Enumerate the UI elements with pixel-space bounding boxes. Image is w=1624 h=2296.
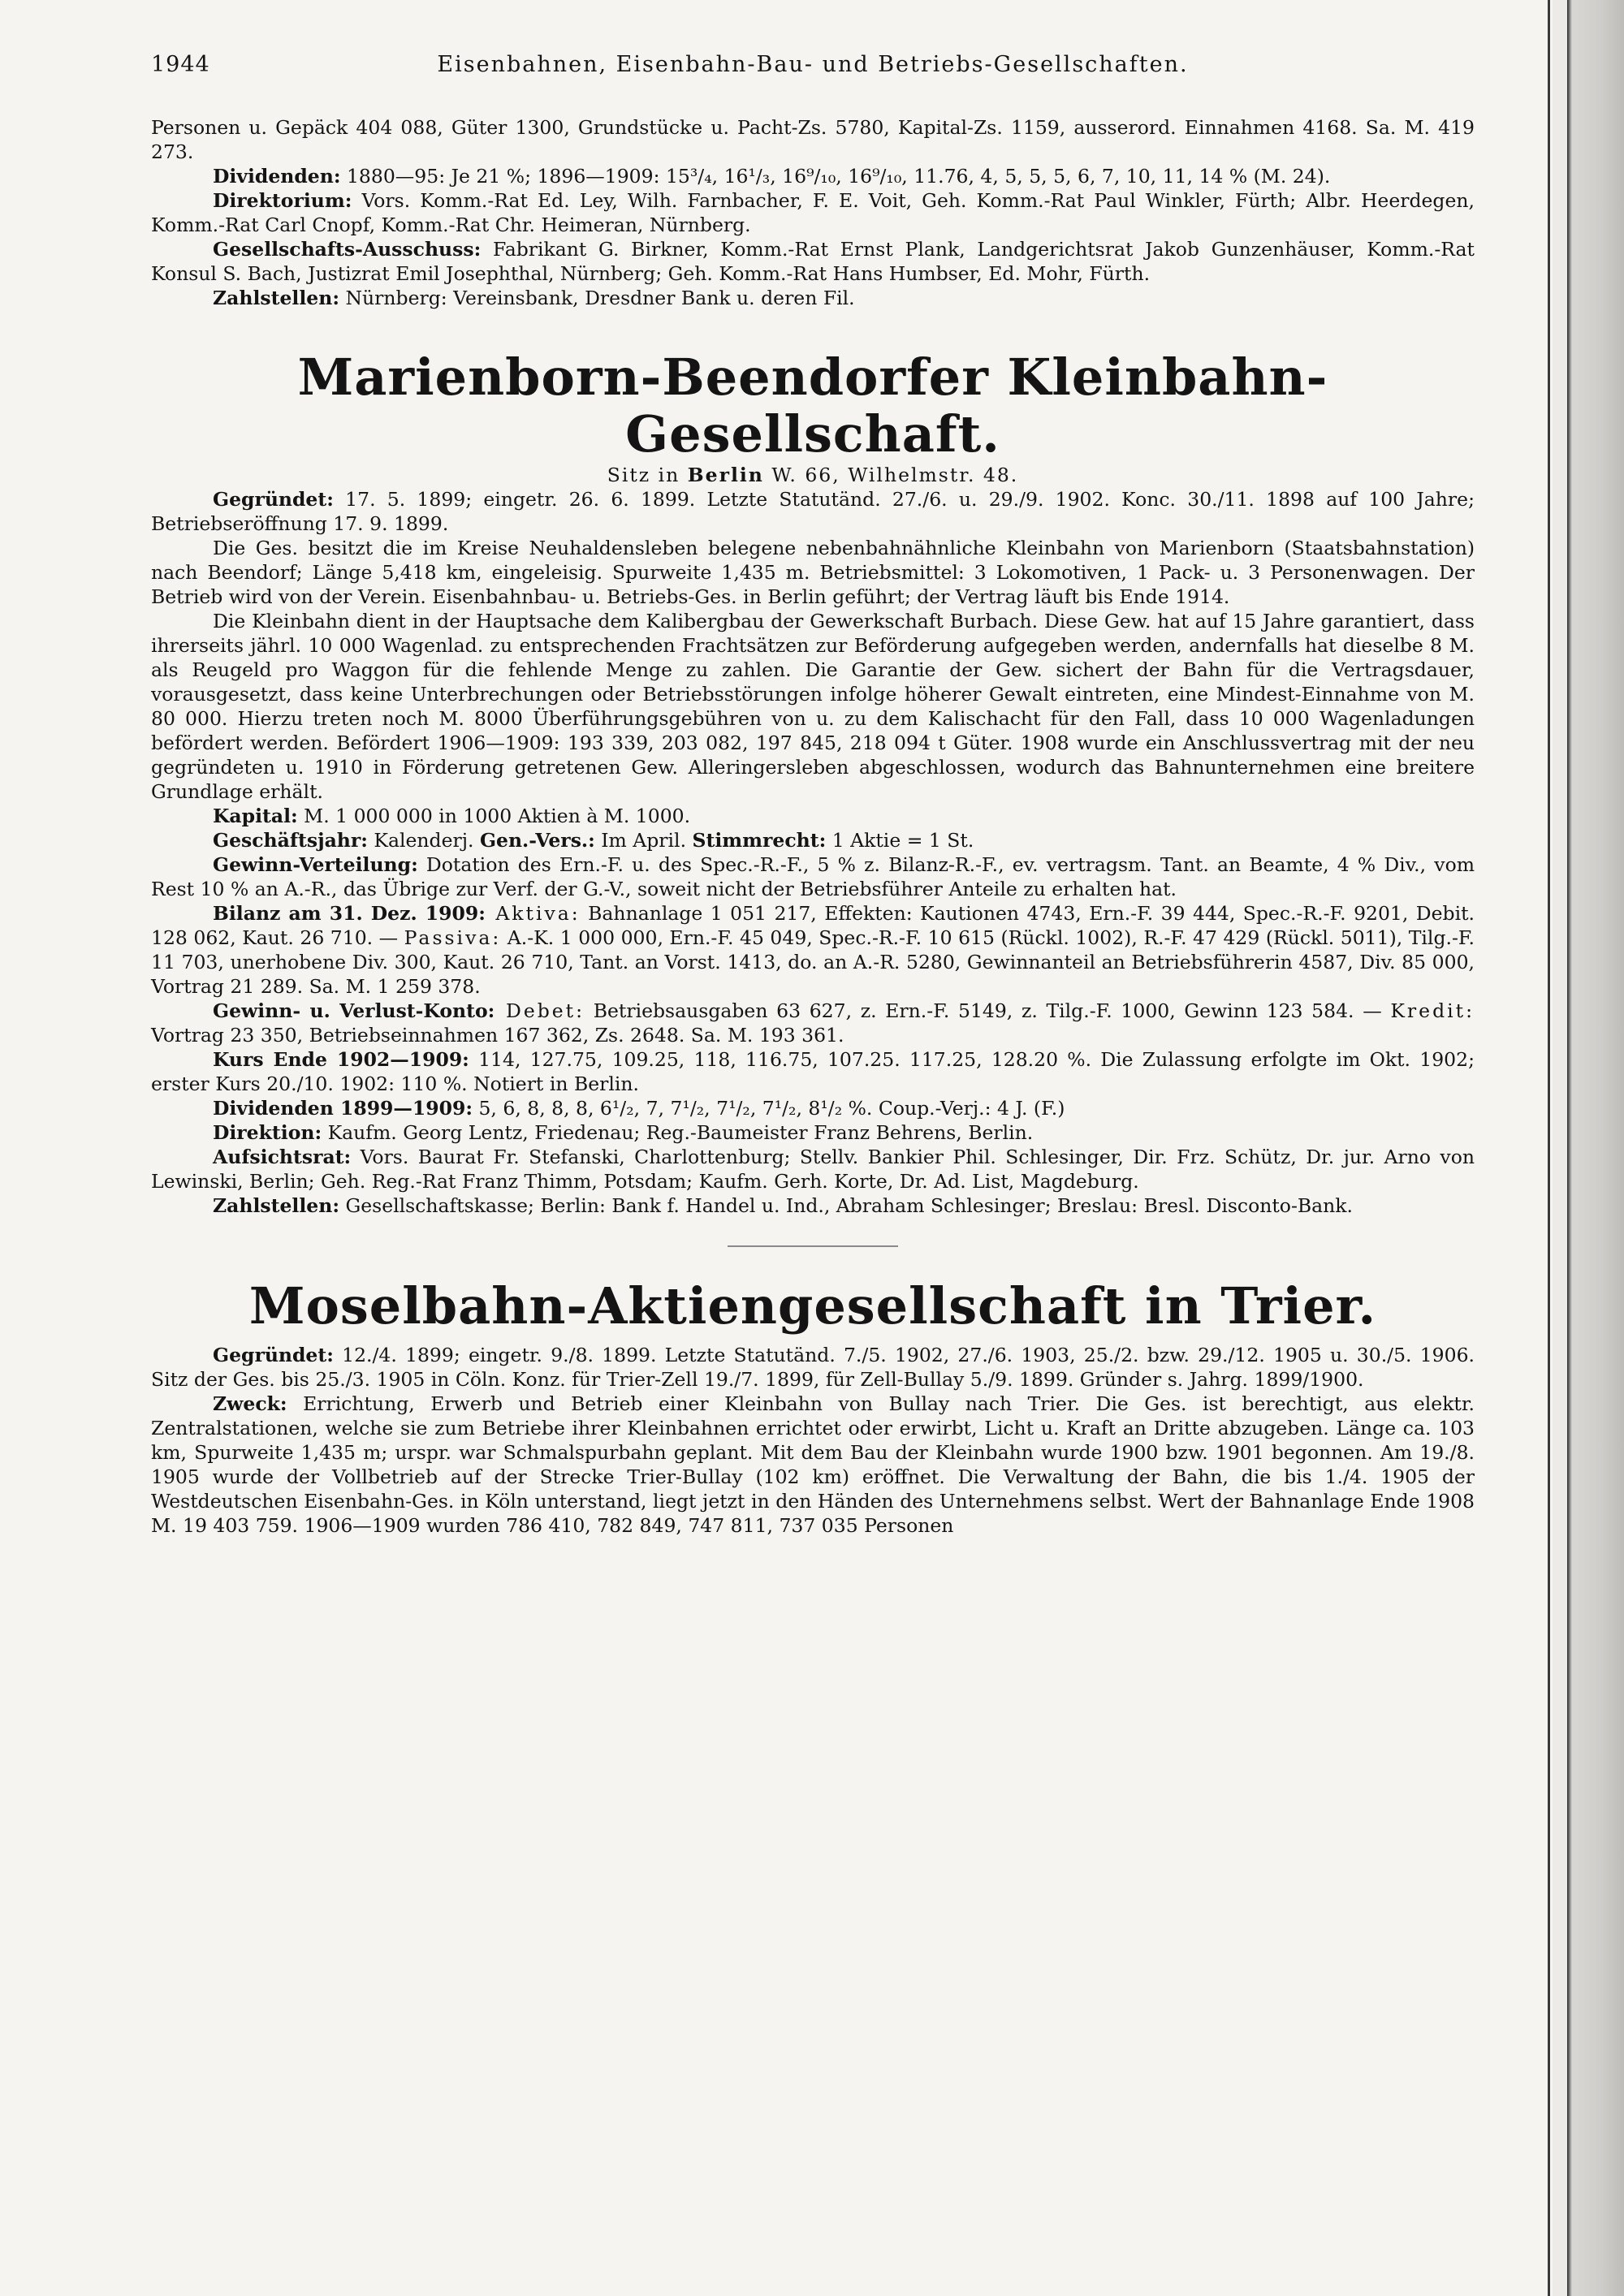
founded-line: Gegründet: 12./4. 1899; eingetr. 9./8. 1899. Letzte Statutänd. 7./5. 1902, 27./6. 1903, 25./2. bzw. 29./12. 1905 u. 30./5. 1906. Sitz der Ges. bis 25./3. 1905 in Cöln. Konz. für Trier-Zell 19./7. 1899, für Zell-Bullay 5./9. 1899. Gründer s. Jahrg. 1899/1900. (151, 1344, 1475, 1391)
section-divider (728, 1245, 898, 1247)
company-entry-marienborn (151, 349, 1475, 1218)
preceding-entry-continuation (151, 115, 1475, 310)
paying-agents-line: Zahlstellen: Nürnberg: Vereinsbank, Dresdner Bank u. deren Fil. (213, 287, 855, 309)
committee-line: Gesellschafts-Ausschuss: Fabrikant G. Birkner, Komm.-Rat Ernst Plank, Landgerichtsrat Jakob Gunzenhäuser, Komm.-Rat Konsul S. Bach, Justizrat Emil Josephthal, Nürnberg; Geh. Komm.-Rat Hans Humbser, Ed. Mohr, Fürth. (151, 238, 1475, 285)
book-binding-edge (1567, 0, 1624, 2296)
description-paragraph: Die Kleinbahn dient in der Hauptsache dem Kalibergbau der Gewerkschaft Burbach. Diese Gew. hat auf 15 Jahre garantiert, dass ihrerseits jährl. 10 000 Wagenlad. zu entsprechenden Frachtsätzen zur Beförderung aufgegeben werden, andernfalls hat dieselbe 8 M. als Reugeld pro Waggon für die fehlende Menge zu zahlen. Die Garantie der Gew. sichert der Bahn für die Vertragsdauer, vorausgesetzt, dass keine Unterbrechungen oder Betriebsstörungen infolge höherer Gewalt eintreten, eine Mindest-Einnahme von M. 80 000. Hierzu treten noch M. 8000 Überführungsgebühren von u. zu dem Kalischacht für den Fall, dass 10 000 Wagenladungen befördert werden. Befördert 1906—1909: 193 339, 203 082, 197 845, 218 094 t Güter. 1908 wurde ein Anschlussvertrag mit der neu gegründeten u. 1910 in Förderung getretenen Gew. Alleringersleben abgeschlossen, wodurch das Bahnunternehmen eine breitere Grundlage erhält. (151, 610, 1475, 803)
revenue-line: Personen u. Gepäck 404 088, Güter 1300, Grundstücke u. Pacht-Zs. 5780, Kapital-Zs. 1159, ausserord. Einnahmen 4168. Sa. M. 419 273. (151, 116, 1475, 163)
purpose-line: Zweck: Errichtung, Erwerb und Betrieb einer Kleinbahn von Bullay nach Trier. Die Ges. ist berechtigt, aus elektr. Zentralstationen, welche sie zum Betriebe ihrer Kleinbahnen errichtet oder erwirbt, Licht u. Kraft an Dritte abzugeben. Länge ca. 103 km, Spurweite 1,435 m; urspr. war Schmalspurbahn geplant. Mit dem Bau der Kleinbahn wurde 1900 bzw. 1901 begonnen. Am 19./8. 1905 wurde der Vollbetrieb auf der Strecke Trier-Bullay (102 km) eröffnet. Die Verwaltung der Bahn, die bis 1./4. 1905 der Westdeutschen Eisenbahn-Ges. in Köln unterstand, liegt jetzt in den Händen des Unternehmens selbst. Wert der Bahnanlage Ende 1908 M. 19 403 759. 1906—1909 wurden 786 410, 782 849, 747 811, 737 035 Personen (151, 1392, 1475, 1537)
dividends-line: Dividenden: 1880—95: Je 21 %; 1896—1909: 15³/₄, 16¹/₃, 16⁹/₁₀, 16⁹/₁₀, 11.76, 4, 5, 5, 5, 6, 7, 10, 11, 14 % (M. 24). (213, 165, 1331, 188)
directorate-line: Direktorium: Vors. Komm.-Rat Ed. Ley, Wilh. Farnbacher, F. E. Voit, Geh. Komm.-Rat Paul Winkler, Fürth; Albr. Heerdegen, Komm.-Rat Carl Cnopf, Komm.-Rat Chr. Heimeran, Nürnberg. (151, 189, 1475, 236)
fiscal-year-line: Geschäftsjahr: Kalenderj. Gen.-Vers.: Im April. Stimmrecht: 1 Aktie = 1 St. (213, 829, 974, 852)
paying-agents-line: Zahlstellen: Gesellschaftskasse; Berlin: Bank f. Handel u. Ind., Abraham Schlesinger; Breslau: Bresl. Disconto-Bank. (213, 1194, 1354, 1217)
supervisory-board-line: Aufsichtsrat: Vors. Baurat Fr. Stefanski, Charlottenburg; Stellv. Bankier Phil. Schlesinger, Dir. Frz. Schütz, Dr. jur. Arno von Lewinski, Berlin; Geh. Reg.-Rat Franz Thimm, Potsdam; Kaufm. Gerh. Korte, Dr. Ad. List, Magdeburg. (151, 1146, 1475, 1193)
company-entry-moselbahn (151, 1278, 1475, 1538)
company-seat: Sitz in Berlin W. 66, Wilhelmstr. 48. (607, 464, 1019, 486)
dividends-line: Dividenden 1899—1909: 5, 6, 8, 8, 8, 6¹/₂, 7, 7¹/₂, 7¹/₂, 7¹/₂, 8¹/₂ %. Coup.-Verj.: 4 J. (F.) (213, 1097, 1065, 1120)
running-title: Eisenbahnen, Eisenbahn-Bau- und Betriebs-Gesellschaften. (437, 52, 1189, 77)
profit-distribution-line: Gewinn-Verteilung: Dotation des Ern.-F. u. des Spec.-R.-F., 5 % z. Bilanz-R.-F., ev. vertragsm. Tant. an Beamte, 4 % Div., vom Rest 10 % an A.-R., das Übrige zur Verf. der G.-V., soweit nicht der Betriebsführer Anteile zu erhalten hat. (151, 853, 1475, 900)
management-line: Direktion: Kaufm. Georg Lentz, Friedenau; Reg.-Baumeister Franz Behrens, Berlin. (213, 1121, 1034, 1144)
founded-line: Gegründet: 17. 5. 1899; eingetr. 26. 6. 1899. Letzte Statutänd. 27./6. u. 29./9. 1902. Konc. 30./11. 1898 auf 100 Jahre; Betriebseröffnung 17. 9. 1899. (151, 488, 1475, 535)
document-page (151, 49, 1475, 1538)
share-price-line: Kurs Ende 1902—1909: 114, 127.75, 109.25, 118, 116.75, 107.25. 117.25, 128.20 %. Die Zulassung erfolgte im Okt. 1902; erster Kurs 20./10. 1902: 110 %. Notiert in Berlin. (151, 1048, 1475, 1095)
running-head (151, 49, 1475, 84)
company-title: Marienborn-Beendorfer Kleinbahn-Gesellschaft. (297, 347, 1328, 464)
description-paragraph: Die Ges. besitzt die im Kreise Neuhaldensleben belegene nebenbahnähnliche Kleinbahn von Marienborn (Staatsbahnstation) nach Beendorf; Länge 5,418 km, eingeleisig. Spurweite 1,435 m. Betriebsmittel: 3 Lokomotiven, 1 Pack- u. 3 Personenwagen. Der Betrieb wird von der Verein. Eisenbahnbau- u. Betriebs-Ges. in Berlin geführt; der Vertrag läuft bis Ende 1914. (151, 537, 1475, 608)
page-number: 1944 (151, 52, 210, 77)
company-title: Moselbahn-Aktiengesellschaft in Trier. (248, 1276, 1377, 1336)
capital-line: Kapital: M. 1 000 000 in 1000 Aktien à M. 1000. (213, 805, 691, 827)
profit-loss-line: Gewinn- u. Verlust-Konto: Debet: Betriebsausgaben 63 627, z. Ern.-F. 5149, z. Tilg.-F. 1000, Gewinn 123 584. — Kredit: Vortrag 23 350, Betriebseinnahmen 167 362, Zs. 2648. Sa. M. 193 361. (151, 999, 1475, 1047)
page-edge-line (1548, 0, 1550, 2296)
balance-sheet-line: Bilanz am 31. Dez. 1909: Aktiva: Bahnanlage 1 051 217, Effekten: Kautionen 4743, Ern.-F. 39 444, Spec.-R.-F. 9201, Debit. 128 062, Kaut. 26 710. — Passiva: A.-K. 1 000 000, Ern.-F. 45 049, Spec.-R.-F. 10 615 (Rückl. 1002), R.-F. 47 429 (Rückl. 5011), Tilg.-F. 11 703, unerhobene Div. 300, Kaut. 26 710, Tant. an Vorst. 1413, do. an A.-R. 5280, Gewinnanteil an Betriebsführerin 4587, Div. 85 000, Vortrag 21 289. Sa. M. 1 259 378. (151, 902, 1475, 998)
